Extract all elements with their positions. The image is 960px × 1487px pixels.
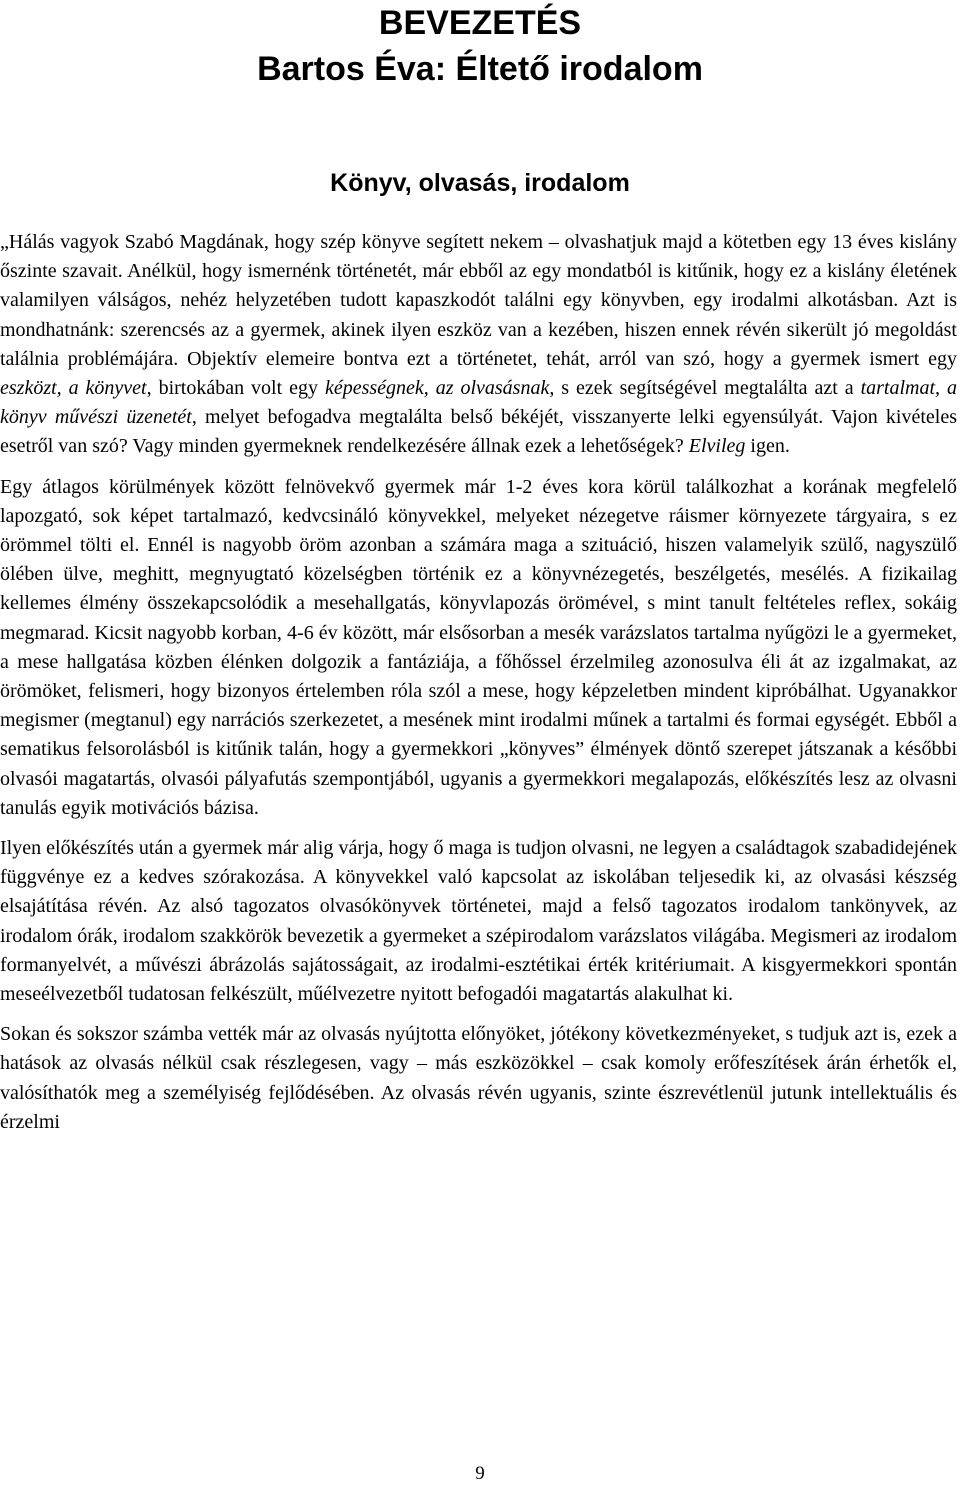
paragraph (0, 473, 957, 823)
paragraph-text: , s ezek segítségével megtalálta azt a (549, 377, 861, 400)
page-subtitle: Bartos Éva: Éltető irodalom (257, 50, 703, 88)
paragraph-text: , birtokában volt egy (146, 377, 325, 400)
paragraph (0, 228, 957, 462)
paragraph-text: Egy átlagos körülmények között felnövekvő gyermek már 1-2 éves kora körül találkozhat a korának megfelelő lapozgató, sok képet tartalmazó, kedvcsináló könyvekkel, melyeket nézegetve ráismer környezete tárgyaira, s ez örömmel tölti el. Ennél is nagyobb öröm azonban a számára maga a szituáció, hiszen valamelyik szülő, nagyszülő ölében ülve, meghitt, megnyugtató közelségben történik ez a könyvnézegetés, beszélgetés, mesélés. A fizikailag kellemes élmény összekapcsolódik a mesehallgatás, könyvlapozás örömével, s mint tanult feltételes reflex, sokáig megmarad. Kicsit nagyobb korban, 4-6 év között, már elsősorban a mesék varázslatos tartalma nyűgözi le a gyermeket, a mese hallgatása közben élénken dolgozik a fantáziája, a főhőssel érzelmileg azonosulva éli át az izgalmakat, az örömöket, felismeri, hogy bizonyos értelemben róla szól a mese, hogy képzeletben mindent kipróbálhat. Ugyanakkor megismer (megtanul) egy narrációs szerkezetet, a mesének mint irodalmi műnek a tartalmi és formai egységét. Ebből a sematikus felsorolásból is kitűnik talán, hogy a gyermekkori „könyves” élmények döntő szerepet játszanak a későbbi olvasói magatartás, olvasói pályafutás szempontjából, ugyanis a gyermekkori megalapozás, előkészítés lesz az olvasni tanulás egyik motivációs bázisa. (0, 475, 957, 819)
emphasized-text: eszközt, a könyvet (0, 377, 147, 400)
paragraph-text: Ilyen előkészítés után a gyermek már alig várja, hogy ő maga is tudjon olvasni, ne legyen a családtagok szabadidejének függvénye ez a kedves szórakozása. A könyvekkel való kapcsolat az iskolában teljesedik ki, az olvasási készség elsajátítása révén. Az alsó tagozatos olvasókönyvek történetei, majd a felső tagozatos irodalom tankönyvek, az irodalom órák, irodalom szakkörök bevezetik a gyermeket a szépirodalom varázslatos világába. Megismeri az irodalom formanyelvét, a művészi ábrázolás sajátosságait, az irodalmi-esztétikai érték kritériumait. A kisgyermekkori spontán meseélvezetből tudatosan felkészült, műélvezetre nyitott befogadói magatartás alakulhat ki. (0, 837, 957, 1006)
paragraph-text: Sokan és sokszor számba vették már az olvasás nyújtotta előnyöket, jótékony következményeket, s tudjuk azt is, ezek a hatások az olvasás nélkül csak részlegesen, vagy – más eszközökkel – csak komoly erőfeszítések árán érhetők el, valósíthatók meg a személyiség fejlődésében. Az olvasás révén ugyanis, szinte észrevétlenül jutunk intellektuális és érzelmi (0, 1023, 957, 1133)
paragraph (0, 1020, 957, 1137)
paragraph-text: igen. (745, 435, 790, 458)
page-number: 9 (475, 1463, 485, 1484)
emphasized-text: képességnek, az olvasásnak (324, 377, 550, 400)
paragraph-text: , melyet befogadva megtalálta belső békéjét, visszanyerte lelki egyensúlyát. Vajon kivételes esetről van szó? Vagy minden gyermeknek rendelkezésére állnak ezek a lehetőségek? (0, 406, 957, 458)
paragraph-text: „Hálás vagyok Szabó Magdának, hogy szép könyve segített nekem – olvashatjuk majd a kötetben egy 13 éves kislány őszinte szavait. Anélkül, hogy ismernénk történetét, már ebből az egy mondatból is kitűnik, hogy ez a kislány életének valamilyen válságos, nehéz helyzetében tudott kapaszkodót találni egy könyvben, egy irodalmi alkotásban. Azt is mondhatnánk: szerencsés az a gyermek, akinek ilyen eszköz van a kezében, hiszen ennek révén sikerült jó megoldást találnia problémájára. Objektív elemeire bontva ezt a történetet, tehát, arról van szó, hogy a gyermek ismert egy (0, 231, 957, 370)
emphasized-text: Elvileg (688, 435, 746, 458)
page-title: BEVEZETÉS (378, 4, 582, 42)
section-title: Könyv, olvasás, irodalom (330, 169, 630, 197)
body-text (0, 228, 957, 1148)
paragraph (0, 834, 957, 1009)
emphasized-text: tartalmat, a könyv művészi üzenetét (0, 377, 957, 429)
